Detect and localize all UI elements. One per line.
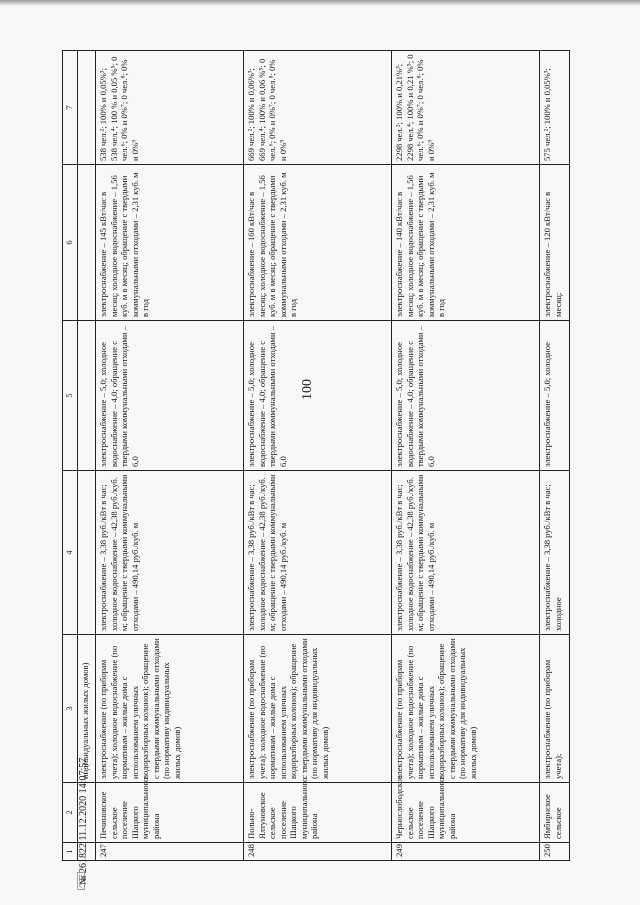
rotated-table-container <box>62 51 570 861</box>
row-number: 247 <box>96 843 244 861</box>
continuation-text: индивидуальных жилых домов) <box>78 635 96 783</box>
page-number: 100 <box>300 379 315 400</box>
growth-cell: электроснабжение – 5,0; холодное водоснабжение – 4,0; обращение с твердыми коммунальными отходами – 6,0 <box>244 321 392 471</box>
settlement-name: Польно-Ялтуновское сельское поселение Шацкого муниципального района <box>244 783 392 843</box>
continuation-row <box>78 51 96 861</box>
tariffs-cell: электроснабжение – 3,38 руб./кВт в час; холодное водоснабжение – 42,38 руб./куб. м; обращение с твердыми коммунальными отходами – 490,14 руб./куб. м <box>244 471 392 635</box>
tariffs-cell: электроснабжение – 3,38 руб./кВт в час; холодное <box>540 471 570 635</box>
table-row <box>540 51 570 861</box>
table-row <box>244 51 392 861</box>
population-cell: 669 чел.²; 100% и 0,06%³; 669 чел.⁴; 100% и 0,06 %⁵; 0 чел.⁶; 0% и 0%⁷; 0 чел.⁸; 0% и 0%⁹ <box>244 51 392 165</box>
services-cell: электроснабжение (по приборам учета); <box>540 635 570 783</box>
header-row <box>63 51 78 861</box>
settlement-name: Печиновское сельское поселение Шацкого муниципального района <box>96 783 244 843</box>
growth-cell: электроснабжение – 5,0; холодное водоснабжение – 4,0; обращение с твердыми коммунальными отходами – 6,0 <box>96 321 244 471</box>
table-row <box>392 51 540 861</box>
population-cell: 538 чел.²; 100% и 0,05%³; 538 чел.⁴; 100 % и 0,05 %⁵; 0 чел.⁶; 0% и 0%⁷; 0 чел.⁸; 0% и 0%⁹ <box>96 51 244 165</box>
header-cell: 3 <box>63 635 78 783</box>
tariffs-cell: электроснабжение – 3,38 руб./кВт в час; холодное водоснабжение – 42,38 руб./куб. м; обращение с твердыми коммунальными отходами – 490,14 руб./куб. м <box>392 471 540 635</box>
population-cell: 575 чел.²; 100% и 0,05%³; <box>540 51 570 165</box>
settlement-name: Ямбирнское сельское <box>540 783 570 843</box>
row-number: 250 <box>540 843 570 861</box>
row-number: 249 <box>392 843 540 861</box>
header-cell: 5 <box>63 321 78 471</box>
services-cell: электроснабжение (по приборам учета); холодное водоснабжение (по нормативам – жилые дома с использованием уличных водоразборных колонок); обращение с твердыми коммунальными отходами (по нормативу для индивидуальных жилых домов) <box>392 635 540 783</box>
growth-cell: электроснабжение – 5,0; холодное <box>540 321 570 471</box>
population-cell: 2298 чел.²; 100% и 0,21%³; 2298 чел.⁴; 100% и 0,21 %⁵; 0 чел.⁶; 0% и 0%⁷; 0 чел.⁸; 0% и 0%⁹ <box>392 51 540 165</box>
volume-cell: электроснабжение – 120 кВт/час в месяц; <box>540 165 570 321</box>
header-cell: 6 <box>63 165 78 321</box>
table-row <box>96 51 244 861</box>
registration-footer: № 261822 11.12.2020 14:07:57 <box>78 757 89 885</box>
tariff-table <box>62 50 570 861</box>
volume-cell: электроснабжение – 160 кВт/час в месяц; холодное водоснабжение – 1,56 куб. м в месяц; обращение с твердыми коммунальными отходами – 2,31 куб. м в год <box>244 165 392 321</box>
growth-cell: электроснабжение – 5,0; холодное водоснабжение – 4,0; обращение с твердыми коммунальными отходами – 6,0 <box>392 321 540 471</box>
header-cell: 1 <box>63 843 78 861</box>
row-number: 248 <box>244 843 392 861</box>
scan-edge <box>0 0 640 6</box>
settlement-name: Чернослободское сельское поселение Шацкого муниципального района <box>392 783 540 843</box>
services-cell: электроснабжение (по приборам учета); холодное водоснабжение (по нормативам – жилые дома с использованием уличных водоразборных колонок); обращение с твердыми коммунальными отходами (по нормативу для индивидуальных жилых домов) <box>244 635 392 783</box>
header-cell: 2 <box>63 783 78 843</box>
tariffs-cell: электроснабжение – 3,38 руб./кВт в час; холодное водоснабжение – 42,38 руб./куб. м; обращение с твердыми коммунальными отходами – 490,14 руб./куб. м <box>96 471 244 635</box>
volume-cell: электроснабжение – 140 кВт/час в месяц; холодное водоснабжение – 1,56 куб. м в месяц; обращение с твердыми коммунальными отходами – 2,31 куб. м в год <box>392 165 540 321</box>
services-cell: электроснабжение (по приборам учета); холодное водоснабжение (по нормативам – жилые дома с использованием уличных водоразборных колонок); обращение с твердыми коммунальными отходами (по нормативу индивидуальных жилых домов) <box>96 635 244 783</box>
header-cell: 7 <box>63 51 78 165</box>
volume-cell: электроснабжение – 145 кВт/час в месяц; холодное водоснабжение – 1,56 куб. м в месяц; обращение с твердыми коммунальными отходами – 2,31 куб. м в год <box>96 165 244 321</box>
header-cell: 4 <box>63 471 78 635</box>
